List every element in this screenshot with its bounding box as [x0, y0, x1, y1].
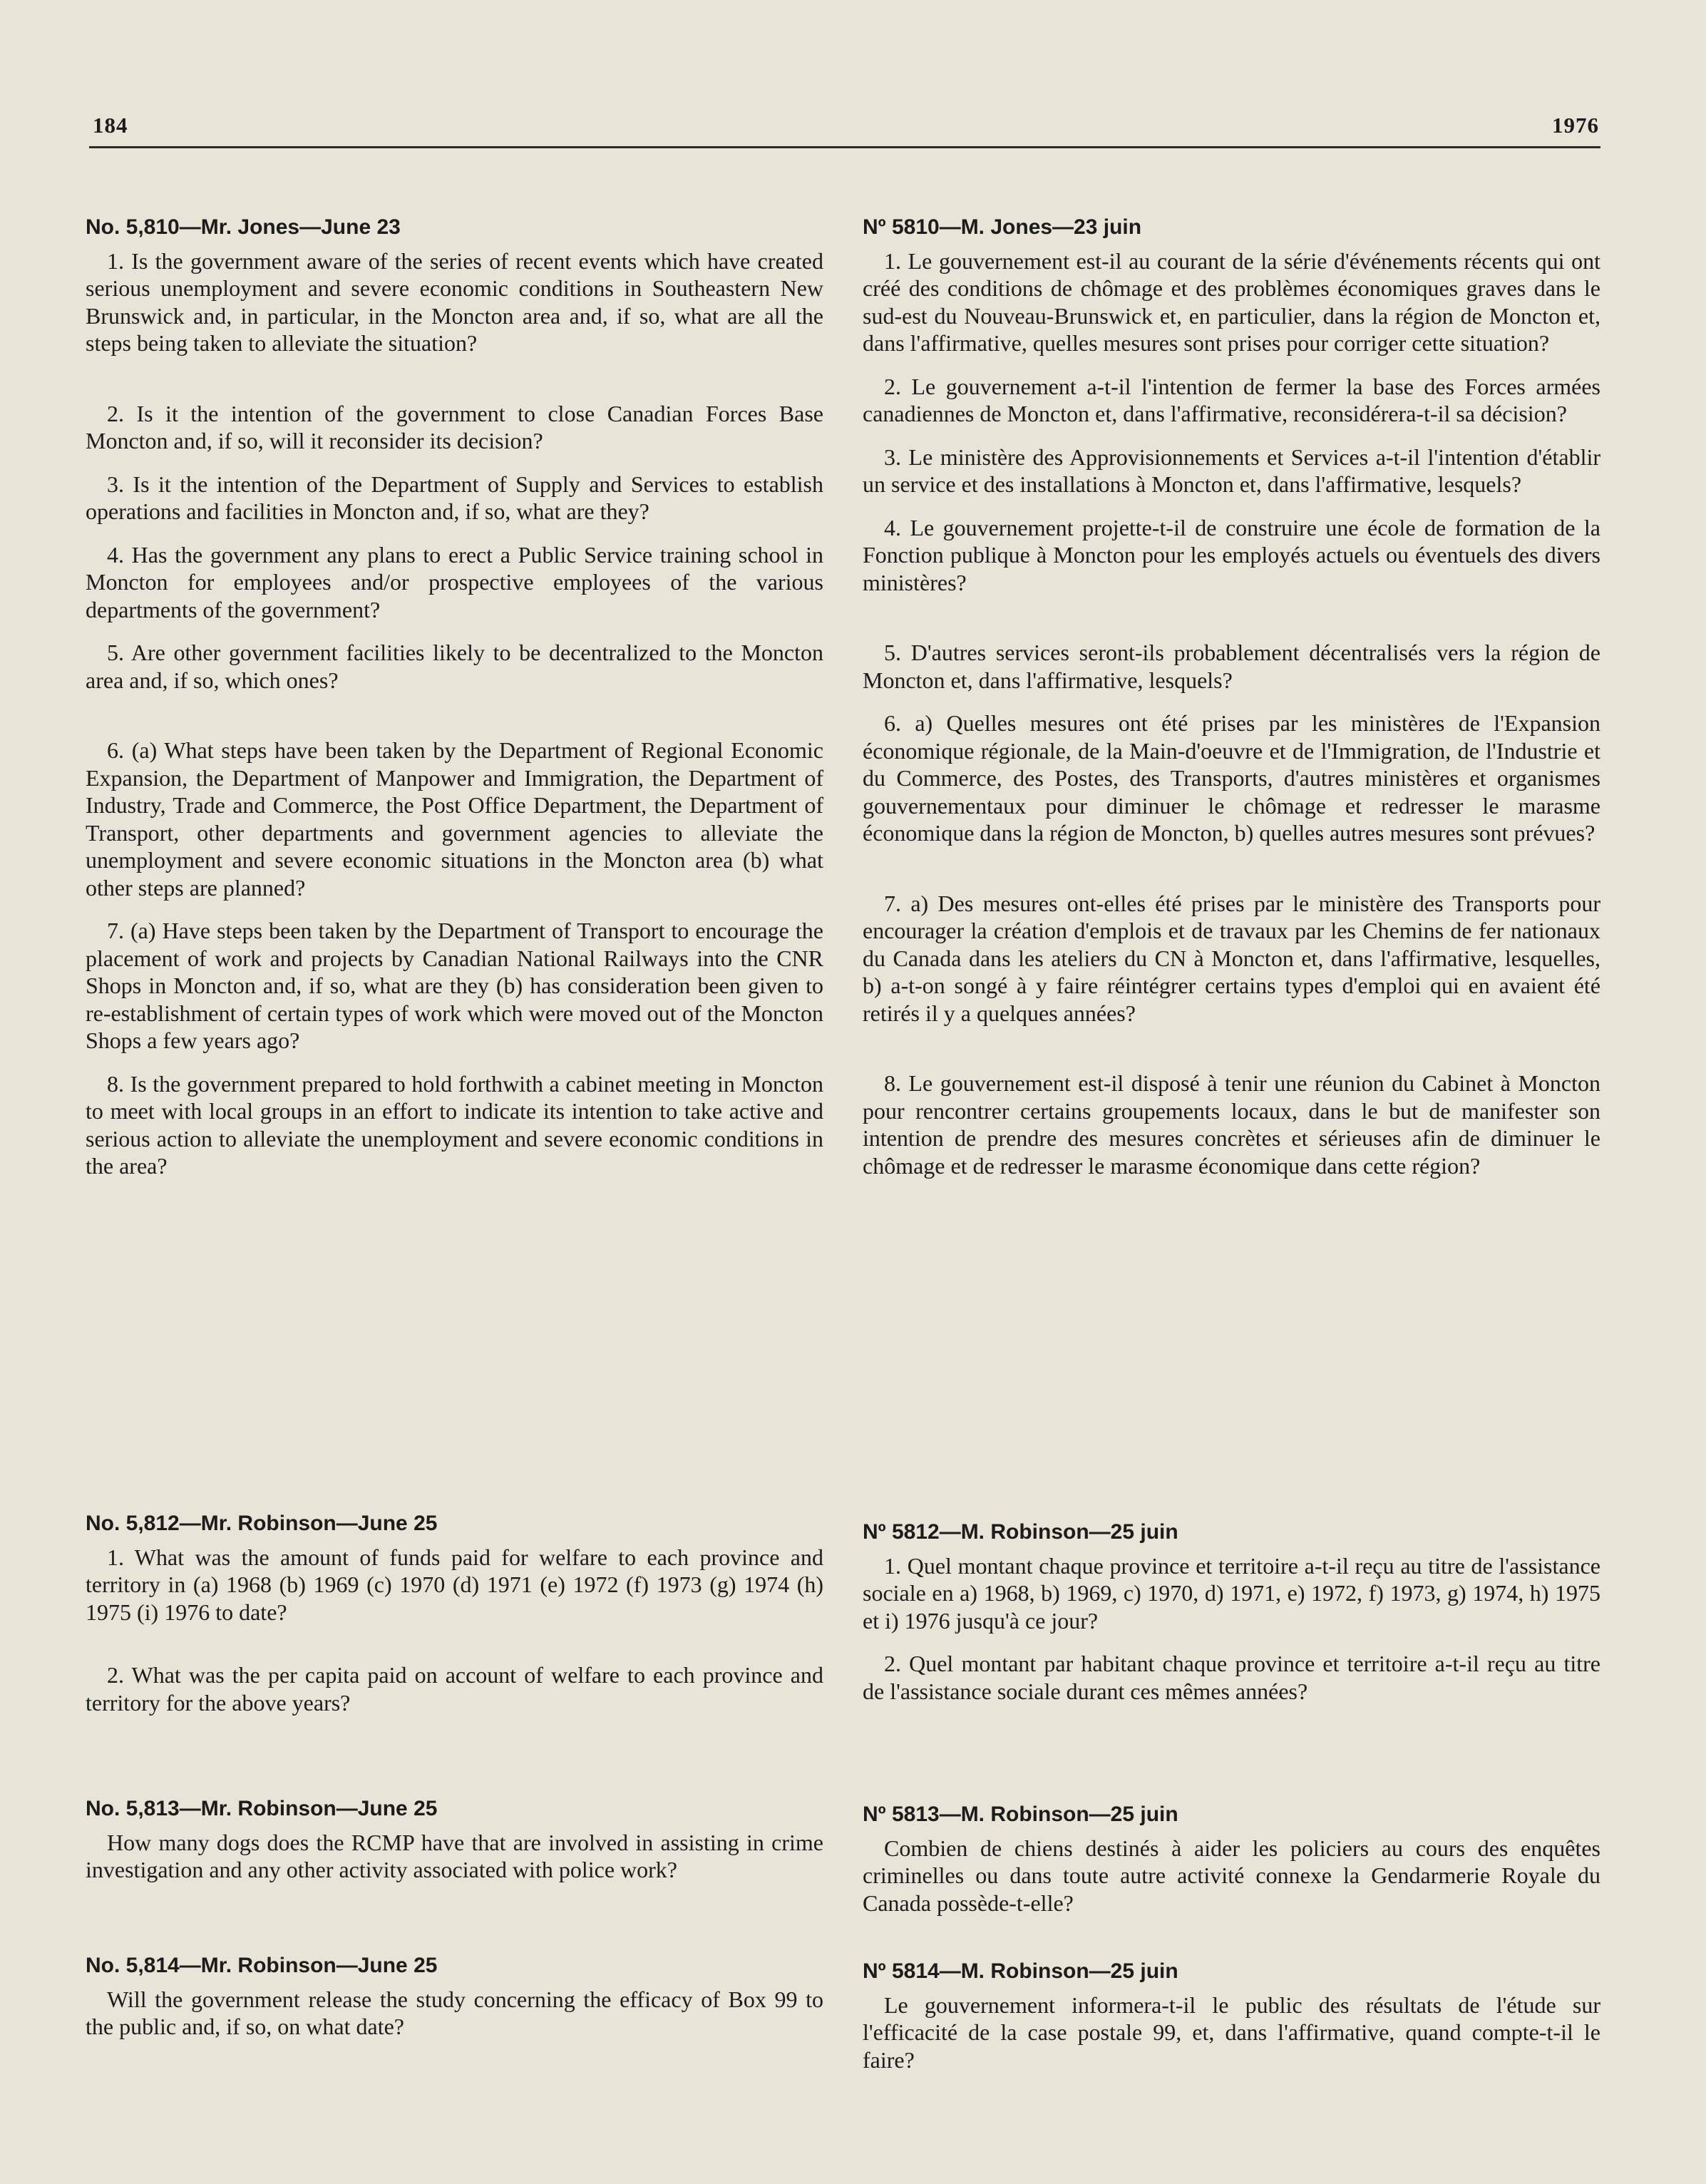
question-part: 2. Le gouvernement a-t-il l'intention de fermer la base des Forces armées canadiennes de Moncton et, dans l'affirmative, reconsidérera-t-il sa décision? [863, 373, 1600, 426]
question-heading: Nº 5814—M. Robinson—25 juin [863, 1959, 1178, 1983]
question-part: 4. Has the government any plans to erect a Public Service training school in Moncton for employees and/or prospective employees of the various departments of the government? [86, 541, 823, 622]
question-part: 2. Quel montant par habitant chaque province et territoire a-t-il reçu au titre de l'assistance sociale durant ces mêmes années? [863, 1651, 1600, 1704]
question-part: How many dogs does the RCMP have that are involved in assisting in crime investigation and any other activity associated with police work? [86, 1829, 823, 1882]
question-5814-en [86, 1952, 823, 2056]
question-5810-en [86, 214, 823, 1196]
question-5812-fr [863, 1519, 1600, 1721]
question-part: 3. Le ministère des Approvisionnements et Services a-t-il l'intention d'établir un service et des installations à Moncton et, dans l'affirmative, lesquels? [863, 444, 1600, 497]
question-part: 7. (a) Have steps been taken by the Department of Transport to encourage the placement of work and projects by Canadian National Railways into the CNR Shops in Moncton and, if so, what are they (b) has consideration been given to re-establishment of certain types of work which were moved out of the Moncton Shops a few years ago? [86, 918, 823, 1053]
question-part: 6. a) Quelles mesures ont été prises par les ministères de l'Expansion économique régionale, de la Main-d'oeuvre et de l'Immigration, de l'Industrie et du Commerce, des Postes, des Transports, d'autres ministères et organismes gouvernementaux pour diminuer le chômage et redresser le marasme économique dans la région de Moncton, b) quelles autres mesures sont prévues? [863, 710, 1600, 846]
question-part: Will the government release the study concerning the efficacy of Box 99 to the public and, if so, on what date? [86, 1986, 823, 2039]
question-part: 5. D'autres services seront-ils probablement décentralisés vers la région de Moncton et, dans l'affirmative, lesquels? [863, 640, 1600, 693]
question-5813-en [86, 1795, 823, 1900]
question-part: Combien de chiens destinés à aider les policiers au cours des enquêtes criminelles ou dans toute autre activité connexe la Gendarmerie Royale du Canada possède-t-elle? [863, 1835, 1600, 1916]
question-5813-fr [863, 1801, 1600, 1932]
question-part: 1. Is the government aware of the series of recent events which have created serious unemployment and severe economic conditions in Southeastern New Brunswick and, in particular, in the Moncton area and, if so, what are all the steps being taken to alleviate the situation? [86, 247, 823, 356]
question-part: Le gouvernement informera-t-il le public des résultats de l'étude sur l'efficacité de la case postale 99, et, dans l'affirmative, quand compte-t-il le faire? [863, 1991, 1600, 2073]
question-part: 3. Is it the intention of the Department of Supply and Services to establish operations and facilities in Moncton and, if so, what are they? [86, 471, 823, 524]
question-5812-en [86, 1510, 823, 1732]
question-heading: No. 5,813—Mr. Robinson—June 25 [86, 1797, 438, 1820]
question-heading: No. 5,814—Mr. Robinson—June 25 [86, 1954, 438, 1977]
header-rule [89, 146, 1600, 148]
question-part: 7. a) Des mesures ont-elles été prises par le ministère des Transports pour encourager la création d'emplois et de travaux par les Chemins de fer nationaux du Canada dans les ateliers du CN à Moncton et, dans l'affirmative, lesquelles, b) a-t-on songé à y faire réintégrer certains types d'emploi qui en avaient été retirés il y a quelques années? [863, 890, 1600, 1026]
question-part: 1. What was the amount of funds paid for welfare to each province and territory in (a) 1968 (b) 1969 (c) 1970 (d) 1971 (e) 1972 (f) 1973 (g) 1974 (h) 1975 (i) 1976 to date? [86, 1544, 823, 1625]
question-heading: Nº 5813—M. Robinson—25 juin [863, 1803, 1178, 1826]
question-heading: No. 5,810—Mr. Jones—June 23 [86, 215, 401, 239]
question-part: 1. Quel montant chaque province et territoire a-t-il reçu au titre de l'assistance sociale en a) 1968, b) 1969, c) 1970, d) 1971, e) 1972, f) 1973, g) 1974, h) 1975 et i) 1976 jusqu'à ce jour? [863, 1552, 1600, 1634]
question-part: 2. What was the per capita paid on account of welfare to each province and territory for the above years? [86, 1662, 823, 1716]
question-5814-fr [863, 1958, 1600, 2089]
page-year: 1976 [1552, 113, 1599, 138]
question-part: 4. Le gouvernement projette-t-il de construire une école de formation de la Fonction publique à Moncton pour les employés actuels ou éventuels des divers ministères? [863, 514, 1600, 595]
question-5810-fr [863, 214, 1600, 1195]
question-heading: Nº 5812—M. Robinson—25 juin [863, 1520, 1178, 1544]
question-part: 5. Are other government facilities likely to be decentralized to the Moncton area and, if so, which ones? [86, 640, 823, 693]
question-part: 6. (a) What steps have been taken by the Department of Regional Economic Expansion, the Department of Manpower and Immigration, the Department of Industry, Trade and Commerce, the Post Office Department, the Department of Transport, other departments and government agencies to alleviate the unemployment and severe economic situations in the Moncton area (b) what other steps are planned? [86, 737, 823, 901]
page-number: 184 [93, 113, 128, 138]
question-heading: No. 5,812—Mr. Robinson—June 25 [86, 1512, 438, 1535]
question-part: 8. Le gouvernement est-il disposé à tenir une réunion du Cabinet à Moncton pour rencontrer certains groupements locaux, dans le but de manifester son intention de prendre des mesures concrètes et sérieuses afin de diminuer le chômage et de redresser le marasme économique dans cette région? [863, 1070, 1600, 1179]
question-part: 8. Is the government prepared to hold forthwith a cabinet meeting in Moncton to meet with local groups in an effort to indicate its intention to take active and serious action to alleviate the unemployment and severe economic conditions in the area? [86, 1070, 823, 1179]
question-heading: Nº 5810—M. Jones—23 juin [863, 215, 1142, 239]
question-part: 1. Le gouvernement est-il au courant de la série d'événements récents qui ont créé des conditions de chômage et des problèmes économiques graves dans le sud-est du Nouveau-Brunswick et, en particulier, dans la région de Moncton et, dans l'affirmative, quelles mesures sont prises pour corriger cette situation? [863, 247, 1600, 356]
question-part: 2. Is it the intention of the government to close Canadian Forces Base Moncton and, if so, will it reconsider its decision? [86, 400, 823, 453]
